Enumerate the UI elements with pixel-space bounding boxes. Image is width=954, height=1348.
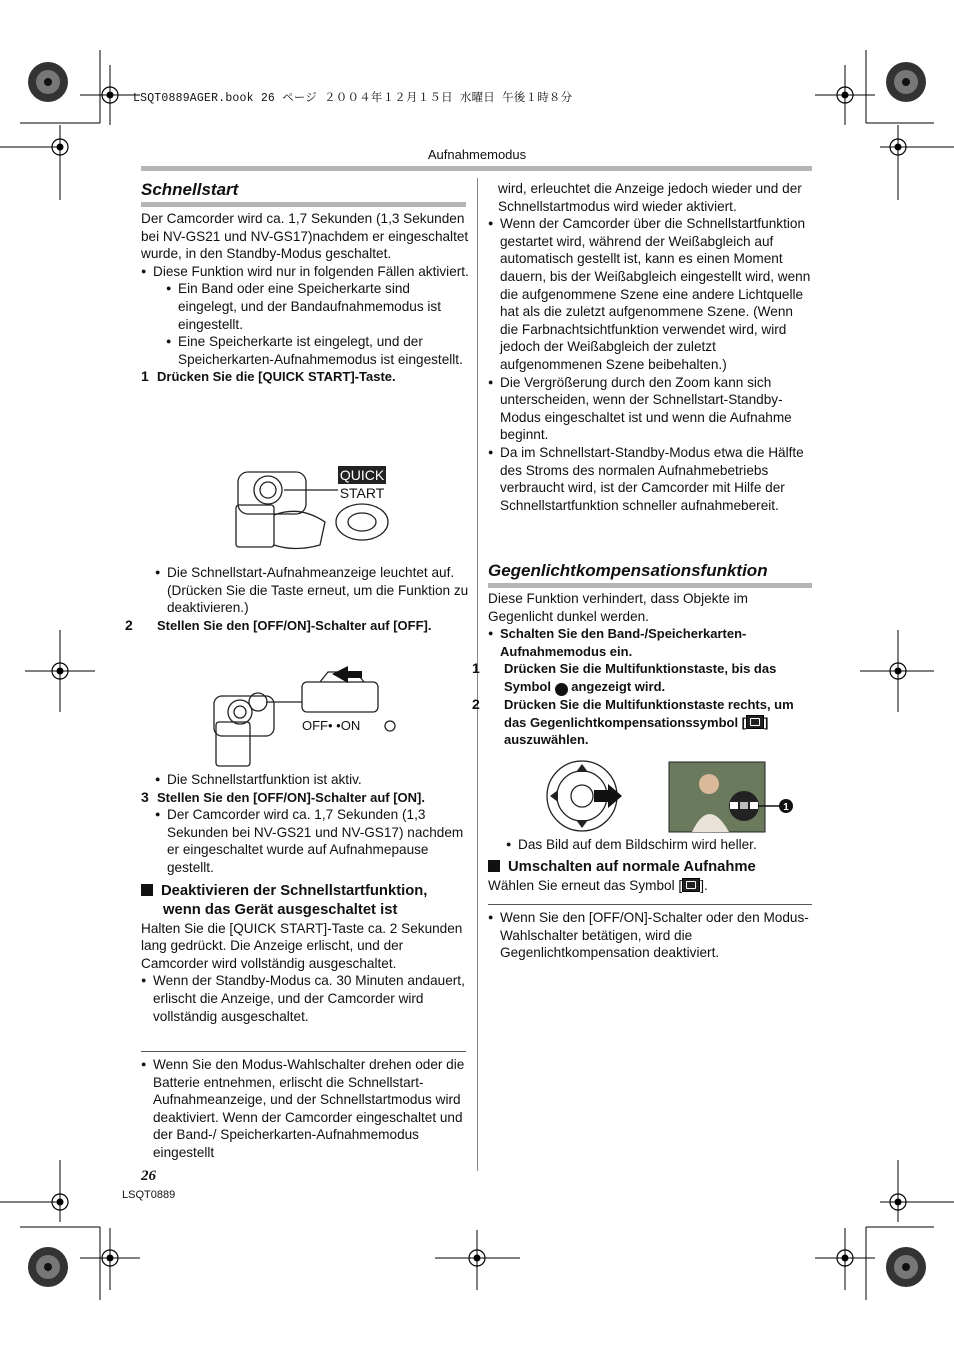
right-note [488, 909, 814, 962]
quick-label: QUICK [339, 467, 385, 483]
bullet-heller: ● Das Bild auf dem Bildschirm wird heller. [506, 836, 814, 854]
right-column-lower [488, 836, 814, 894]
bold-bullet-mode: ● Schalten Sie den Band-/Speicherkarten-Aufnahmemodus ein. [488, 625, 814, 660]
note-rule-2 [488, 904, 812, 905]
step-number: 3 [141, 788, 149, 805]
step-text: Drücken Sie die [QUICK START]-Taste. [157, 369, 396, 385]
backlight-icon [682, 878, 700, 892]
note-rule [141, 1051, 466, 1052]
header-rule [141, 166, 812, 171]
circled-one-icon: 1 [555, 683, 568, 696]
step-r1 [472, 660, 814, 696]
bullet-modus-wahlschalter: ● Wenn Sie den Modus-Wahlschalter drehen oder die Batterie entnehmen, erlischt die Schnellstart-Aufnahmeanzeige, und der Schnellstartmodus wird deaktiviert. Wenn der Camcorder eingeschaltet und der Band-/ Speicherkarten-Aufnahmemodus eingestellt [141, 1056, 469, 1162]
switch-heading-text: Umschalten auf normale Aufnahme [508, 858, 756, 875]
bullet-aufnahmepause: ● Der Camcorder wird ca. 1,7 Sekunden (1,3 Sekunden bei NV-GS21 und NV-GS17) nachdem er eingeschaltet wurde auf Aufnahmepause gestellt. [155, 806, 469, 876]
bullet-standby: ● Wenn der Standby-Modus ca. 30 Minuten andauert, erlischt die Anzeige, und der Camcorder wird vollständig ausgeschaltet. [141, 972, 469, 1025]
switch-text-end: ]. [700, 877, 708, 893]
page-number: 26 [141, 1168, 156, 1184]
callout-one: 1 [783, 802, 789, 813]
section-title-gegenlicht: Gegenlichtkompensationsfunktion [488, 561, 768, 580]
step-text-end: angezeigt wird. [571, 678, 666, 694]
square-marker-icon [488, 860, 500, 872]
section-rule [141, 202, 466, 207]
backlight-figure [544, 756, 796, 836]
intro-text-2: Diese Funktion verhindert, dass Objekte im Gegenlicht dunkel werden. [488, 591, 748, 624]
backlight-icon [746, 715, 764, 729]
step-text: Drücken Sie die Multifunktionstaste rechts, um das Gegenlichtkompensationssymbol [ [504, 696, 794, 730]
step-number: 1 [141, 368, 149, 385]
step-2 [125, 616, 469, 635]
section-rule-2 [488, 583, 812, 588]
step-text: Stellen Sie den [OFF/ON]-Schalter auf [ON]. [157, 789, 425, 805]
bullet-anzeige: ● Die Schnellstart-Aufnahmeanzeige leuchtet auf. (Drücken Sie die Taste erneut, um die Funktion zu deaktivieren.) [155, 564, 469, 617]
sub-bullet-band: ● Ein Band oder eine Speicherkarte sind eingelegt, und der Bandaufnahmemodus ist eingestellt. [166, 280, 469, 333]
step-3 [141, 789, 469, 807]
start-label: START [339, 485, 385, 501]
bullet-weissabgleich: ● Wenn der Camcorder über die Schnellstartfunktion gestartet wird, während der Weißabgleich auf automatisch gestellt ist, kann es einen Moment dauern, bis der Weißabgleich eingestellt wird, wenn die aufgenommene Szene eine andere Lichtquelle hat als die zuletzt aufgenommene Szene. (Wenn die Farbnachtsichtfunktion verwendet wird, wird jedoch der Weißabgleich der zuletzt aufgenommenen Szene beibehalten.) [488, 215, 814, 373]
sub-bullet-card: ● Eine Speicherkarte ist eingelegt, und der Speicherkarten-Aufnahmemodus ist eingestellt. [166, 333, 469, 368]
step-text-end: ] auszuwählen. [504, 714, 769, 748]
step-r2 [472, 695, 814, 749]
running-title: Aufnahmemodus [427, 147, 527, 162]
left-note [141, 1056, 469, 1162]
bullet-aktiv: ● Die Schnellstartfunktion ist aktiv. [155, 771, 469, 789]
deactivate-heading-text: Deaktivieren der Schnellstartfunktion, wenn das Gerät ausgeschaltet ist [161, 882, 428, 918]
bullet-deaktiviert: ● Wenn Sie den [OFF/ON]-Schalter oder den Modus-Wahlschalter betätigen, wird die Gegenlichtkompensation deaktiviert. [488, 909, 814, 962]
off-on-switch-figure [210, 662, 400, 768]
deactivate-text: Halten Sie die [QUICK START]-Taste ca. 2 Sekunden lang gedrückt. Die Anzeige erlischt, und der Camcorder wird vollständig ausgeschaltet. [141, 920, 463, 971]
off-label: OFF• •ON [302, 718, 361, 733]
step-text: Drücken Sie die Multifunktionstaste, bis das Symbol [504, 661, 777, 694]
switch-text [488, 877, 814, 895]
switch-text-start: Wählen Sie erneut das Symbol [ [488, 877, 683, 893]
left-column-top [141, 210, 469, 386]
square-marker-icon [141, 884, 153, 896]
file-info-line: LSQT0889AGER.book 26 ページ ２００４年１２月１５日 水曜日 午後１時８分 [133, 92, 573, 105]
bullet-zoom: ● Die Vergrößerung durch den Zoom kann sich unterscheiden, wenn der Schnellstart-Standby-Modus eingeschaltet ist und wenn die Aufnahme beginnt. [488, 374, 814, 444]
step-number: 1 [472, 660, 480, 677]
bullet-strom: ● Da im Schnellstart-Standby-Modus etwa die Hälfte des Stroms des normalen Aufnahmebetriebs verbraucht wird, ist der Camcorder mit Hilfe der Schnellstartfunktion schneller aufnahmebereit. [488, 444, 814, 514]
document-code: LSQT0889 [122, 1189, 176, 1201]
step-number: 2 [125, 616, 133, 633]
step-number: 2 [472, 695, 480, 712]
continuation-text: wird, erleuchtet die Anzeige jedoch wieder und der Schnellstartmodus wird wieder aktiviert. [498, 181, 802, 214]
left-column-mid [125, 564, 469, 634]
step-text: Stellen Sie den [OFF/ON]-Schalter auf [OFF]. [157, 617, 432, 633]
intro-text: Der Camcorder wird ca. 1,7 Sekunden (1,3 Sekunden bei NV-GS21 und NV-GS17)nachdem er eingeschaltet wurde, in den Standby-Modus geschaltet. [141, 211, 469, 262]
right-column-mid [472, 590, 814, 749]
section-title-schnellstart: Schnellstart [141, 180, 239, 199]
quick-start-figure [230, 460, 400, 552]
deactivate-heading [141, 882, 469, 920]
switch-heading [488, 858, 814, 877]
right-column-top [488, 180, 814, 514]
step-1 [141, 368, 469, 386]
bullet-aktiviert: ● Diese Funktion wird nur in folgenden Fällen aktiviert. [141, 263, 469, 281]
left-column-lower [141, 771, 469, 1025]
